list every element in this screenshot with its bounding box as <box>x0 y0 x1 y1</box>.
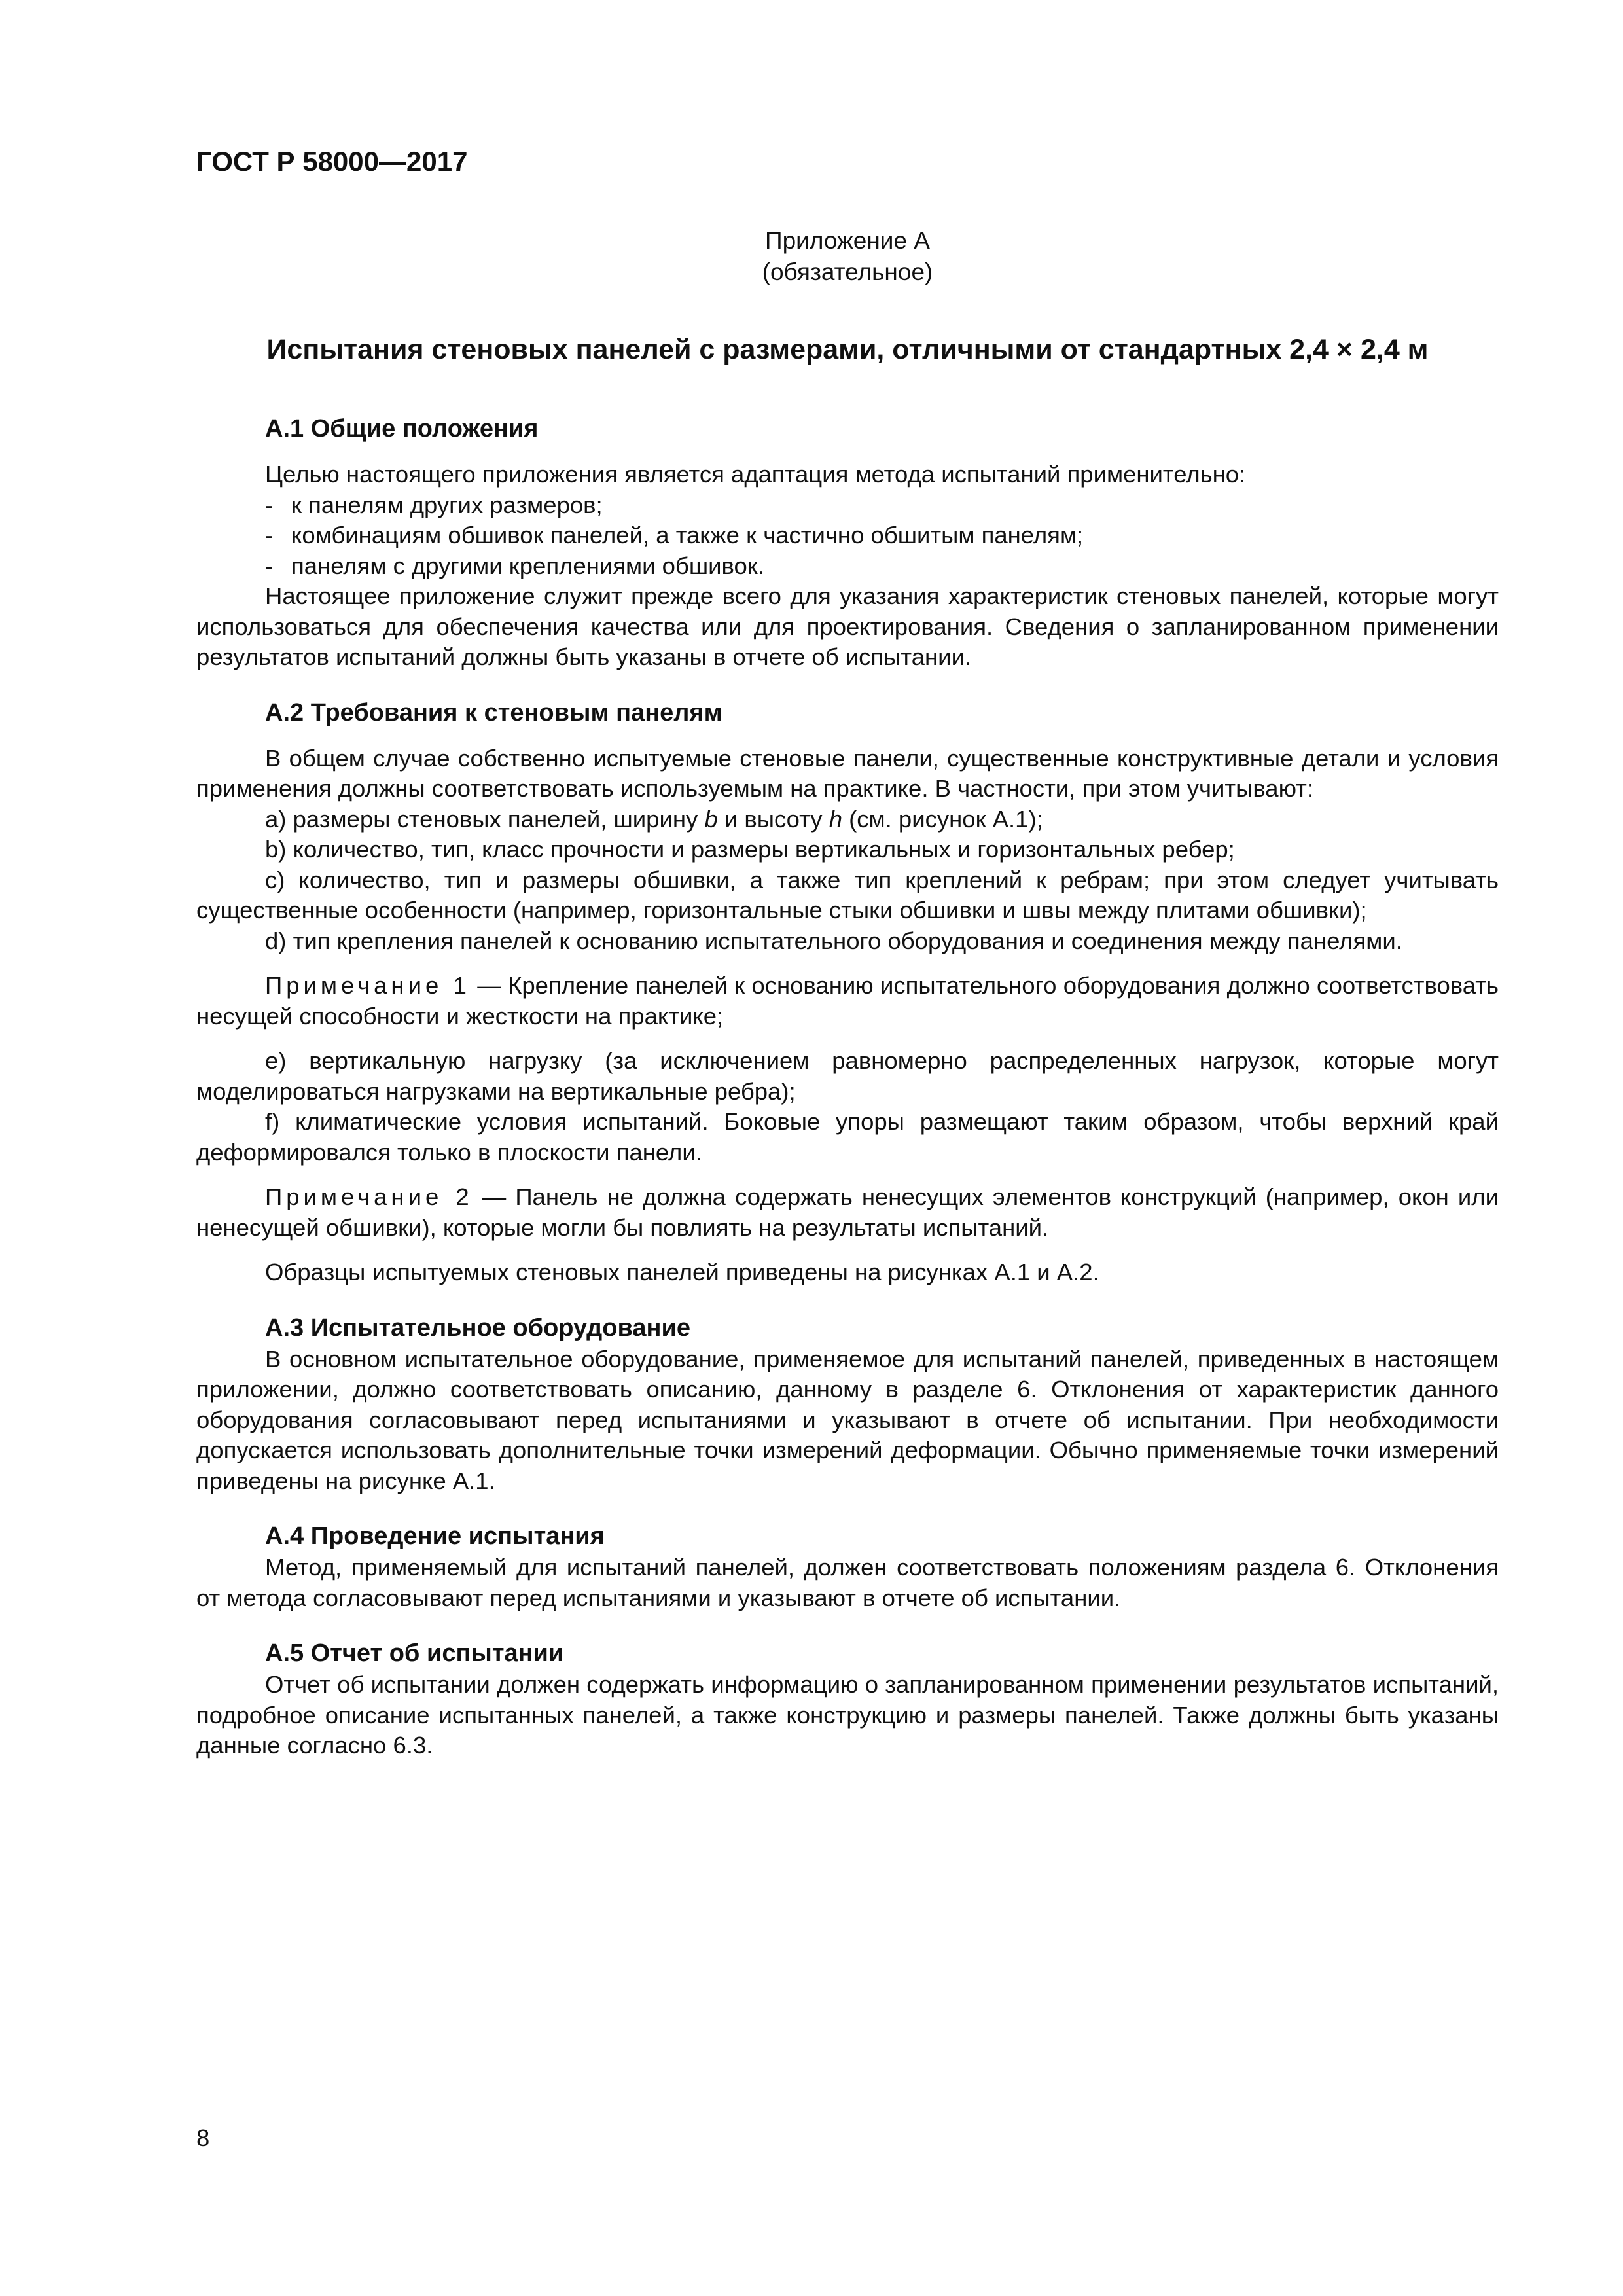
note-text: — Панель не должна содержать ненесущих элементов конструкций (например, окон или ненесущей обшивки), которые могли бы повлиять на результаты испытаний. <box>196 1183 1499 1241</box>
list-item <box>196 490 1499 521</box>
list-item-e: е) вертикальную нагрузку (за исключением равномерно распределенных нагрузок, которые могут моделироваться нагрузками на вертикальные ребра); <box>196 1047 1499 1105</box>
list-item-text: комбинациям обшивок панелей, а также к частично обшитым панелям; <box>291 522 1084 548</box>
page-number: 8 <box>196 2125 210 2151</box>
standard-id-header: ГОСТ Р 58000—2017 <box>196 146 468 177</box>
list-item-b: b) количество, тип, класс прочности и размеры вертикальных и горизонтальных ребер; <box>265 836 1235 863</box>
symbol-b: b <box>704 805 718 833</box>
dash-marker: - <box>265 522 274 548</box>
list-item-a <box>196 804 1499 835</box>
samples-reference: Образцы испытуемых стеновых панелей приведены на рисунках А.1 и А.2. <box>265 1259 1099 1285</box>
section-a5-text: Отчет об испытании должен содержать информацию о запланированном применении результатов испытаний, подробное описание испытанных панелей, а также конструкцию и размеры панелей. Также должны быть указаны данные согласно 6.3. <box>196 1671 1499 1759</box>
section-a3-heading: А.3 Испытательное оборудование <box>265 1314 690 1342</box>
note-text: — Крепление панелей к основанию испытательного оборудования должно соответствовать несущей способности и жесткости на практике; <box>196 972 1499 1030</box>
section-a2-heading: А.2 Требования к стеновым панелям <box>265 698 722 726</box>
list-item-text: к панелям других размеров; <box>291 491 603 518</box>
section-a2-intro: В общем случае собственно испытуемые стеновые панели, существенные конструктивные детали и условия применения должны соответствовать используемым на практике. В частности, при этом учитывают: <box>196 744 1499 802</box>
appendix-label: Приложение А <box>765 227 930 254</box>
note-label: Примечание 2 <box>265 1183 473 1210</box>
symbol-h: h <box>829 805 843 833</box>
list-item-text: и высоту <box>717 805 829 833</box>
section-a1-intro: Целью настоящего приложения является адаптация метода испытаний применительно: <box>265 461 1246 488</box>
appendix-label-block <box>196 225 1499 288</box>
list-item-c: с) количество, тип и размеры обшивки, а также тип креплений к ребрам; при этом следует учитывать существенные особенности (например, горизонтальные стыки обшивки и швы между плитами обшивки); <box>196 866 1499 924</box>
list-item-d: d) тип крепления панелей к основанию испытательного оборудования и соединения между панелями. <box>265 927 1402 954</box>
list-item <box>196 520 1499 551</box>
section-a1-heading: А.1 Общие положения <box>265 415 539 442</box>
list-item <box>196 551 1499 582</box>
note-1 <box>196 971 1499 1031</box>
list-item-text: панелям с другими креплениями обшивок. <box>291 552 764 579</box>
dash-marker: - <box>265 552 274 579</box>
section-a5-heading: А.5 Отчет об испытании <box>265 1640 564 1667</box>
note-2 <box>196 1182 1499 1243</box>
section-a1-paragraph: Настоящее приложение служит прежде всего для указания характеристик стеновых панелей, которые могут использоваться для обеспечения качества или для проектирования. Сведения о запланированном применении результатов испытаний должны быть указаны в отчете об испытании. <box>196 583 1499 670</box>
appendix-body <box>196 412 1499 1761</box>
appendix-title: Испытания стеновых панелей с размерами, отличными от стандартных 2,4 × 2,4 м <box>266 334 1429 365</box>
appendix-status: (обязательное) <box>762 259 933 285</box>
section-a4-heading: А.4 Проведение испытания <box>265 1522 605 1550</box>
list-item-text: (см. рисунок А.1); <box>842 805 1043 833</box>
note-label: Примечание 1 <box>265 972 471 999</box>
section-a4-text: Метод, применяемый для испытаний панелей, должен соответствовать положениям раздела 6. Отклонения от метода согласовывают перед испытаниями и указывают в отчете об испытании. <box>196 1554 1499 1611</box>
list-item-f: f) климатические условия испытаний. Боковые упоры размещают таким образом, чтобы верхний край деформировался только в плоскости панели. <box>196 1108 1499 1166</box>
dash-marker: - <box>265 491 274 518</box>
section-a3-text: В основном испытательное оборудование, применяемое для испытаний панелей, приведенных в настоящем приложении, должно соответствовать описанию, данному в разделе 6. Отклонения от характеристик данного оборудования согласовывают перед испытаниями и указывают в отчете об испытании. При необходимости допускается использовать дополнительные точки измерений деформации. Обычно применяемые точки измерений приведены на рисунке А.1. <box>196 1345 1499 1494</box>
list-item-text: а) размеры стеновых панелей, ширину <box>265 805 705 833</box>
